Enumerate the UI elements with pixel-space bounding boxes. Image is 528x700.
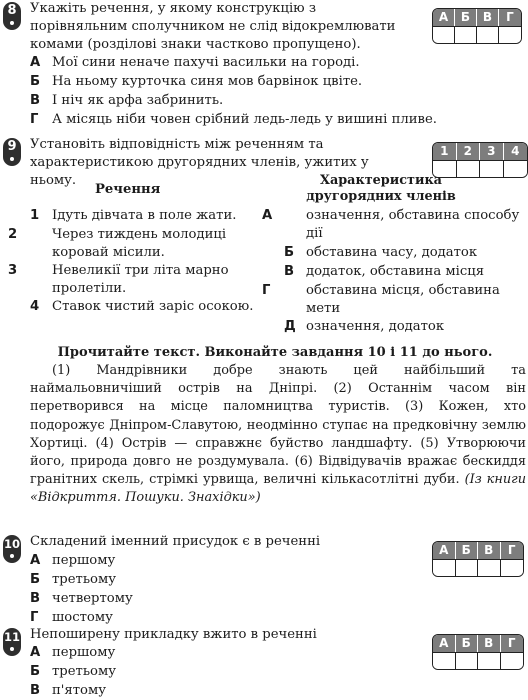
characteristic-text: додаток, обставина місця: [306, 264, 485, 279]
reading-heading: Прочитайте текст. Виконайте завдання 10 і 11 до нього.: [57, 345, 493, 360]
option-letter: А: [30, 645, 41, 660]
option-text: третьому: [52, 572, 116, 587]
option-letter: В: [30, 591, 41, 606]
characteristic-letter: А: [262, 208, 273, 223]
option-letter: А: [30, 55, 41, 70]
grid-header: Б: [456, 635, 479, 652]
answer-cell[interactable]: [478, 652, 501, 669]
option-letter: А: [30, 553, 41, 568]
option-text: І ніч як арфа забринить.: [52, 93, 224, 108]
option-letter: В: [30, 93, 41, 108]
grid-header: А: [433, 9, 455, 26]
option-letter: Г: [30, 112, 39, 127]
grid-header: Г: [501, 542, 524, 559]
sentence-item: [30, 207, 265, 225]
answer-cell[interactable]: [504, 160, 528, 177]
characteristic-text: означення, додаток: [306, 319, 445, 334]
passage-source: (Із книги «Відкриття. Пошуки. Знахідки»): [30, 472, 526, 506]
answer-option: [30, 571, 116, 589]
grid-header: Б: [456, 542, 479, 559]
question-number-badge: [3, 138, 21, 166]
grid-header: Б: [455, 9, 477, 26]
characteristic-letter: Д: [284, 319, 296, 334]
question-text: Установіть відповідність між реченням та характеристикою другорядних членів, ужитих у ньому.: [30, 137, 369, 188]
option-letter: Б: [30, 74, 41, 89]
option-letter: В: [30, 683, 41, 698]
badge-dot: [10, 554, 14, 558]
characteristic-text: означення, обставина способу дії: [306, 208, 520, 241]
answer-option: [30, 644, 115, 662]
answer-option: [30, 54, 360, 72]
question-number-badge: [3, 628, 21, 656]
grid-header: Г: [501, 635, 524, 652]
question-text: Складений іменний присудок є в реченні: [30, 534, 321, 549]
answer-cell[interactable]: [480, 160, 504, 177]
badge-dot: [10, 21, 14, 25]
answer-option: [30, 590, 133, 608]
sentence-text: Через тиждень молодиці коровай місили.: [52, 227, 227, 260]
grid-header: А: [433, 542, 456, 559]
reading-passage: [30, 362, 526, 508]
sentence-number: 2: [8, 227, 18, 242]
option-letter: Б: [30, 572, 41, 587]
answer-cell[interactable]: [433, 26, 455, 43]
grid-header: В: [478, 542, 501, 559]
answer-option: [30, 609, 113, 627]
option-text: А місяць ніби човен срібний ледь-ледь у вишині пливе.: [52, 112, 437, 127]
answer-cell[interactable]: [501, 652, 524, 669]
question-text: Укажіть речення, у якому конструкцію з порівняльним сполучником не слід відокремлювати комами (розділові знаки частково пропущено).: [30, 1, 396, 52]
question-number-badge: [3, 535, 21, 563]
grid-header: Г: [499, 9, 521, 26]
answer-option: [30, 552, 115, 570]
passage-text: (1) Мандрівники добре знають цей найбільший та наймальовничіший острів на Дніпрі. (2) Останнім часом він перетворився на місце паломництва туристів. (3) Кожен, хто подорожує Дніпром-Славутою, неодмінно ступає на предковічну землю Хортиці. (4) Острів — справжнє буйство ландшафту. (5) Утворюючи його, природа довго не роздумувала. (6) Відвідувачів вражає бескиддя гранітних скель, стрімкі урвища, величні кількасотлітні дуби.: [30, 363, 526, 488]
grid-header: 4: [504, 143, 528, 160]
question-text: Непоширену прикладку вжито в реченні: [30, 627, 317, 642]
grid-header: 1: [433, 143, 457, 160]
answer-grid: [432, 541, 524, 577]
sentence-number: 1: [30, 208, 40, 223]
question-number: 9: [7, 139, 17, 154]
characteristic-item: [262, 207, 524, 243]
answer-option: [30, 111, 437, 129]
question-number: 10: [3, 537, 20, 551]
answer-cell[interactable]: [456, 559, 479, 576]
answer-cell[interactable]: [455, 26, 477, 43]
characteristic-text: обставина часу, додаток: [306, 245, 478, 260]
option-text: четвертому: [52, 591, 133, 606]
answer-cell[interactable]: [478, 559, 501, 576]
grid-header: В: [478, 635, 501, 652]
answer-cell[interactable]: [501, 559, 524, 576]
option-text: першому: [52, 553, 116, 568]
characteristic-letter: Б: [284, 245, 295, 260]
grid-header: 2: [457, 143, 481, 160]
question-number: 11: [3, 630, 20, 644]
option-text: першому: [52, 645, 116, 660]
grid-header: 3: [480, 143, 504, 160]
sentence-item: [8, 226, 265, 262]
characteristic-text: обставина місця, обставина мети: [306, 283, 500, 316]
grid-header: А: [433, 635, 456, 652]
answer-cell[interactable]: [456, 652, 479, 669]
option-text: третьому: [52, 664, 116, 679]
column-title-characteristics: Характеристика другорядних членів: [306, 173, 456, 204]
sentence-text: Невеликії три літа марно пролетіли.: [52, 263, 229, 296]
sentence-number: 4: [30, 299, 40, 314]
option-text: Мої сини неначе пахучі васильки на городі.: [52, 55, 360, 70]
option-text: На ньому курточка синя мов барвінок цвіте.: [52, 74, 363, 89]
sentence-text: Ставок чистий заріс осокою.: [52, 299, 254, 314]
answer-option: [30, 682, 106, 700]
answer-cell[interactable]: [433, 559, 456, 576]
characteristic-item: [262, 282, 524, 318]
answer-grid: [432, 8, 522, 44]
answer-cell[interactable]: [433, 652, 456, 669]
badge-dot: [10, 647, 14, 651]
answer-cell[interactable]: [499, 26, 521, 43]
sentence-number: 3: [8, 263, 18, 278]
option-letter: Г: [30, 610, 39, 625]
question-number-badge: [3, 2, 21, 30]
option-letter: Б: [30, 664, 41, 679]
answer-option: [30, 92, 223, 110]
option-text: п'ятому: [52, 683, 106, 698]
answer-option: [30, 663, 116, 681]
sentence-text: Ідуть дівчата в поле жати.: [52, 208, 237, 223]
grid-header: В: [477, 9, 499, 26]
characteristic-item: [284, 318, 524, 336]
sentence-item: [8, 262, 265, 298]
question-number: 8: [7, 3, 17, 18]
column-title-sentences: Речення: [95, 182, 161, 197]
characteristic-item: [284, 244, 524, 262]
answer-option: [30, 73, 362, 91]
answer-grid: [432, 634, 524, 670]
badge-dot: [10, 157, 14, 161]
characteristic-letter: Г: [262, 283, 271, 298]
sentence-item: [30, 298, 265, 316]
option-text: шостому: [52, 610, 113, 625]
characteristic-letter: В: [284, 264, 295, 279]
characteristic-item: [284, 263, 524, 281]
answer-cell[interactable]: [477, 26, 499, 43]
